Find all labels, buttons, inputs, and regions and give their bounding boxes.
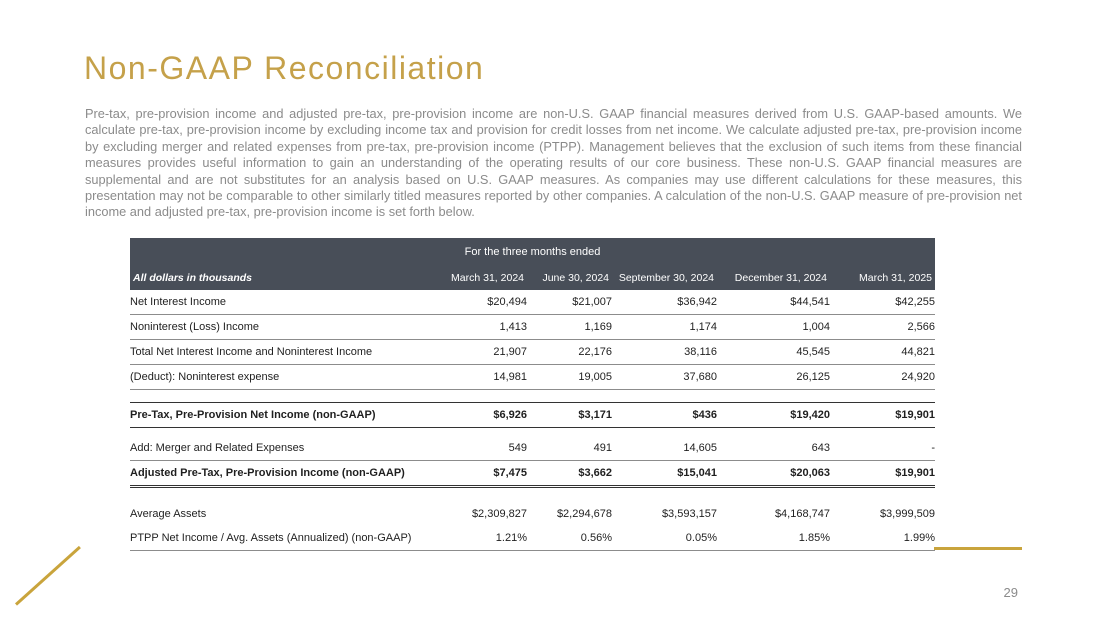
row-label: Pre-Tax, Pre-Provision Net Income (non-GAAP) bbox=[130, 403, 440, 428]
table-spanner-label: For the three months ended bbox=[130, 238, 935, 266]
page-title: Non-GAAP Reconciliation bbox=[84, 50, 485, 86]
cell-value: 0.05% bbox=[612, 526, 717, 551]
table-row bbox=[130, 315, 935, 340]
cell-value: 1,413 bbox=[440, 315, 527, 340]
row-label: Add: Merger and Related Expenses bbox=[130, 436, 440, 461]
row-label: Noninterest (Loss) Income bbox=[130, 315, 440, 340]
table-row-total bbox=[130, 461, 935, 487]
cell-value: $3,171 bbox=[527, 403, 612, 428]
cell-value: 22,176 bbox=[527, 340, 612, 365]
cell-value: 37,680 bbox=[612, 365, 717, 390]
row-label: Total Net Interest Income and Noninterest Income bbox=[130, 340, 440, 365]
spacer-row bbox=[130, 390, 935, 403]
cell-value: 24,920 bbox=[830, 365, 935, 390]
cell-value: 643 bbox=[717, 436, 830, 461]
cell-value: $436 bbox=[612, 403, 717, 428]
row-label: PTPP Net Income / Avg. Assets (Annualized) (non-GAAP) bbox=[130, 526, 440, 551]
cell-value: $44,541 bbox=[717, 290, 830, 315]
cell-value: $2,309,827 bbox=[471, 508, 527, 520]
cell-value: 21,907 bbox=[440, 340, 527, 365]
cell-value: $19,901 bbox=[830, 461, 935, 487]
cell-value: 1.85% bbox=[717, 526, 830, 551]
cell-value: $20,063 bbox=[717, 461, 830, 487]
spacer-row bbox=[130, 487, 935, 503]
cell-value: $36,942 bbox=[612, 290, 717, 315]
cell-value: 0.56% bbox=[527, 526, 612, 551]
gold-diagonal-accent-line bbox=[15, 546, 81, 606]
column-header: March 31, 2024 bbox=[440, 266, 527, 290]
cell-value: 1,174 bbox=[612, 315, 717, 340]
row-label: (Deduct): Noninterest expense bbox=[130, 365, 440, 390]
table-column-header-row bbox=[130, 266, 935, 290]
table-row bbox=[130, 526, 935, 551]
reconciliation-table bbox=[130, 238, 935, 551]
row-label: Adjusted Pre-Tax, Pre-Provision Income (non-GAAP) bbox=[130, 461, 440, 487]
page-number: 29 bbox=[1003, 585, 1018, 600]
cell-value: $20,494 bbox=[440, 290, 527, 315]
cell-value: $21,007 bbox=[527, 290, 612, 315]
table-row bbox=[130, 436, 935, 461]
cell-value: 1,004 bbox=[717, 315, 830, 340]
cell-value: $19,420 bbox=[717, 403, 830, 428]
cell-value: 14,605 bbox=[612, 436, 717, 461]
cell-value: $3,593,157 bbox=[661, 508, 717, 520]
cell-value: $4,168,747 bbox=[774, 508, 830, 520]
cell-value: $42,255 bbox=[830, 290, 935, 315]
row-label: Average Assets bbox=[130, 508, 207, 520]
column-header: September 30, 2024 bbox=[612, 266, 717, 290]
cell-value: - bbox=[830, 436, 935, 461]
cell-value: 491 bbox=[527, 436, 612, 461]
table-spanner-row bbox=[130, 238, 935, 266]
cell-value: $6,926 bbox=[440, 403, 527, 428]
cell-value: 2,566 bbox=[830, 315, 935, 340]
cell-value: $3,999,509 bbox=[879, 508, 935, 520]
table-row bbox=[130, 290, 935, 315]
intro-paragraph: Pre-tax, pre-provision income and adjusted pre-tax, pre-provision income are non-U.S. GAAP financial measures derived from U.S. GAAP-based amounts. We calculate pre-tax, pre-provision income by excluding income tax and provision for credit losses from net income. We calculate adjusted pre-tax, pre-provision income by excluding merger and related expenses from pre-tax, pre-provision income (PTPP). Management believes that the exclusion of such items from these financial measures provides useful information to gain an understanding of the operating results of our core business. These non-U.S. GAAP financial measures are supplemental and are not substitutes for an analysis based on U.S. GAAP measures. As companies may use different calculations for these measures, this presentation may not be comparable to other similarly titled measures reported by other companies. A calculation of the non-U.S. GAAP measure of pre-provision net income and adjusted pre-tax, pre-provision income is set forth below. bbox=[85, 106, 1022, 220]
cell-value: 1,169 bbox=[527, 315, 612, 340]
cell-value: 549 bbox=[440, 436, 527, 461]
cell-value: $3,662 bbox=[527, 461, 612, 487]
cell-value: 45,545 bbox=[717, 340, 830, 365]
column-header: December 31, 2024 bbox=[717, 266, 830, 290]
cell-value: 44,821 bbox=[830, 340, 935, 365]
cell-value: $19,901 bbox=[830, 403, 935, 428]
column-header: June 30, 2024 bbox=[527, 266, 612, 290]
gold-horizontal-accent-line bbox=[934, 547, 1022, 550]
cell-value: $2,294,678 bbox=[556, 508, 612, 520]
cell-value: 1.99% bbox=[830, 526, 935, 551]
cell-value: 1.21% bbox=[440, 526, 527, 551]
cell-value: $7,475 bbox=[440, 461, 527, 487]
cell-value: 14,981 bbox=[440, 365, 527, 390]
cell-value: $15,041 bbox=[612, 461, 717, 487]
table-row bbox=[130, 340, 935, 365]
table-row-total bbox=[130, 403, 935, 428]
column-header: March 31, 2025 bbox=[830, 266, 935, 290]
spacer-row bbox=[130, 428, 935, 437]
cell-value: 19,005 bbox=[527, 365, 612, 390]
table-row bbox=[130, 365, 935, 390]
units-label: All dollars in thousands bbox=[130, 266, 440, 290]
cell-value: 38,116 bbox=[612, 340, 717, 365]
table-row bbox=[130, 502, 935, 526]
row-label: Net Interest Income bbox=[130, 290, 440, 315]
cell-value: 26,125 bbox=[717, 365, 830, 390]
